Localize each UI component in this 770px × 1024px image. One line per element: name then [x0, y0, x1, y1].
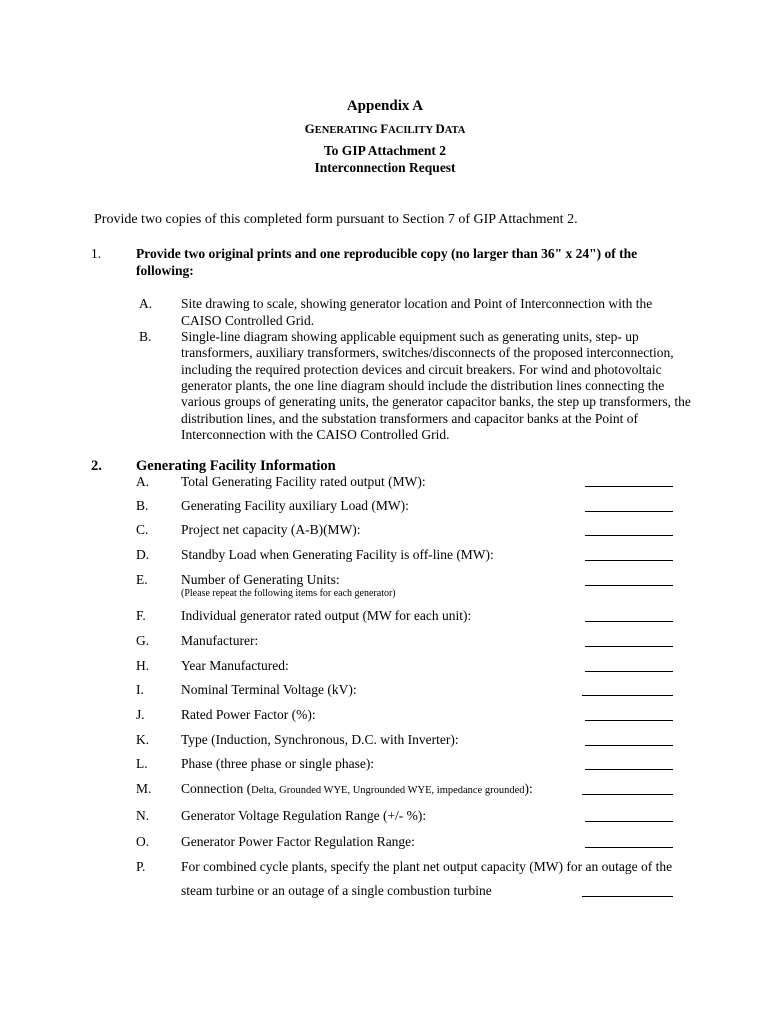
- item-p-label-line2: steam turbine or an outage of a single combustion turbine: [181, 883, 492, 898]
- item-l-letter: L.: [136, 756, 148, 771]
- intro-text: Provide two copies of this completed form pursuant to Section 7 of GIP Attachment 2.: [94, 212, 578, 227]
- item-o-label: Generator Power Factor Regulation Range:: [181, 834, 415, 849]
- subtitle-word-3-cap: D: [435, 121, 445, 136]
- item-n-blank[interactable]: [585, 821, 673, 822]
- item-m-label: [181, 781, 533, 800]
- header-line-4: Interconnection Request: [314, 160, 456, 175]
- page-subtitle: [0, 121, 770, 139]
- item-a-letter: A.: [136, 474, 150, 489]
- item-i-letter: I.: [136, 682, 144, 697]
- item-k-blank[interactable]: [585, 745, 673, 746]
- item-m-label-end: ):: [524, 781, 533, 796]
- item-k-letter: K.: [136, 732, 150, 747]
- item-j-blank[interactable]: [585, 720, 673, 721]
- item-e-letter: E.: [136, 572, 148, 587]
- item-n-letter: N.: [136, 808, 150, 823]
- item-p-label: For combined cycle plants, specify the plant net output capacity (MW) for an outage of the: [181, 859, 673, 874]
- item-l-blank[interactable]: [585, 769, 673, 770]
- item-a-blank[interactable]: [585, 486, 673, 487]
- section1-item-b-line3: including the required protection devices and circuit breakers. For wind and photovoltaic: [181, 362, 662, 377]
- section1-item-b-line5: various groups of generating units, the generator capacitor banks, the step up transformers, the: [181, 394, 691, 409]
- section2-heading: Generating Facility Information: [136, 458, 336, 474]
- section2-number: 2.: [91, 458, 102, 474]
- item-p-letter: P.: [136, 859, 146, 874]
- item-e-label: Number of Generating Units:: [181, 572, 340, 587]
- item-k-label: Type (Induction, Synchronous, D.C. with Inverter):: [181, 732, 459, 747]
- item-c-label: Project net capacity (A-B)(MW):: [181, 522, 361, 537]
- section1-item-b-line7: Interconnection with the CAISO Controlled Grid.: [181, 427, 450, 442]
- item-d-letter: D.: [136, 547, 150, 562]
- section1-item-a-line1: Site drawing to scale, showing generator location and Point of Interconnection with the: [181, 296, 653, 311]
- section1-number: 1.: [91, 246, 102, 261]
- item-n-label: Generator Voltage Regulation Range (+/- %):: [181, 808, 427, 823]
- section1-item-b-line6: distribution lines, and the substation transformers and capacitor banks at the Point of: [181, 411, 639, 426]
- section1-item-b-letter: B.: [139, 329, 152, 344]
- item-o-blank[interactable]: [585, 847, 673, 848]
- subtitle-word-2-rest: ACILITY: [388, 125, 436, 136]
- item-p-blank[interactable]: [582, 896, 673, 897]
- item-i-label: Nominal Terminal Voltage (kV):: [181, 682, 357, 697]
- item-j-letter: J.: [136, 707, 145, 722]
- item-d-label: Standby Load when Generating Facility is off-line (MW):: [181, 547, 494, 562]
- item-g-blank[interactable]: [585, 646, 673, 647]
- subtitle-word-1-rest: ENERATING: [314, 125, 381, 136]
- item-b-letter: B.: [136, 498, 149, 513]
- header-line-3: To GIP Attachment 2: [323, 143, 447, 158]
- subtitle-word-3-rest: ATA: [444, 125, 466, 136]
- item-o-letter: O.: [136, 834, 150, 849]
- item-i-blank[interactable]: [582, 695, 673, 696]
- item-m-letter: M.: [136, 781, 152, 796]
- item-a-label: Total Generating Facility rated output (MW):: [181, 474, 426, 489]
- section1-item-b-line4: generator plants, the one line diagram should include the distribution lines connecting the: [181, 378, 665, 393]
- item-m-label-start: Connection (: [181, 781, 252, 796]
- item-m-blank[interactable]: [582, 794, 673, 795]
- section1-item-b-line2: transformers, auxiliary transformers, switches/disconnects of the proposed interconnection,: [181, 345, 674, 360]
- section1-item-b-line1: Single-line diagram showing applicable equipment such as generating units, step- up: [181, 329, 639, 344]
- item-e-note: (Please repeat the following items for each generator): [181, 588, 396, 599]
- item-c-blank[interactable]: [585, 535, 673, 536]
- page-title: Appendix A: [346, 98, 424, 114]
- section1-heading-line2: following:: [136, 263, 194, 278]
- item-h-label: Year Manufactured:: [181, 658, 289, 673]
- item-e-blank[interactable]: [585, 585, 673, 586]
- item-l-label: Phase (three phase or single phase):: [181, 756, 375, 771]
- subtitle-word-1-cap: G: [304, 121, 315, 136]
- item-f-letter: F.: [136, 608, 146, 623]
- item-m-label-small: Delta, Grounded WYE, Ungrounded WYE, impedance grounded: [251, 785, 525, 796]
- item-g-letter: G.: [136, 633, 150, 648]
- item-d-blank[interactable]: [585, 560, 673, 561]
- section1-heading-line1: Provide two original prints and one reproducible copy (no larger than 36" x 24") of the: [136, 246, 638, 261]
- item-h-blank[interactable]: [585, 671, 673, 672]
- item-b-blank[interactable]: [585, 511, 673, 512]
- item-c-letter: C.: [136, 522, 149, 537]
- section1-item-a-line2: CAISO Controlled Grid.: [181, 313, 315, 328]
- section1-item-a-letter: A.: [139, 296, 153, 311]
- subtitle-word-2-cap: F: [380, 121, 389, 136]
- item-h-letter: H.: [136, 658, 150, 673]
- item-f-blank[interactable]: [585, 621, 673, 622]
- item-b-label: Generating Facility auxiliary Load (MW):: [181, 498, 409, 513]
- item-g-label: Manufacturer:: [181, 633, 259, 648]
- item-f-label: Individual generator rated output (MW for each unit):: [181, 608, 472, 623]
- item-j-label: Rated Power Factor (%):: [181, 707, 316, 722]
